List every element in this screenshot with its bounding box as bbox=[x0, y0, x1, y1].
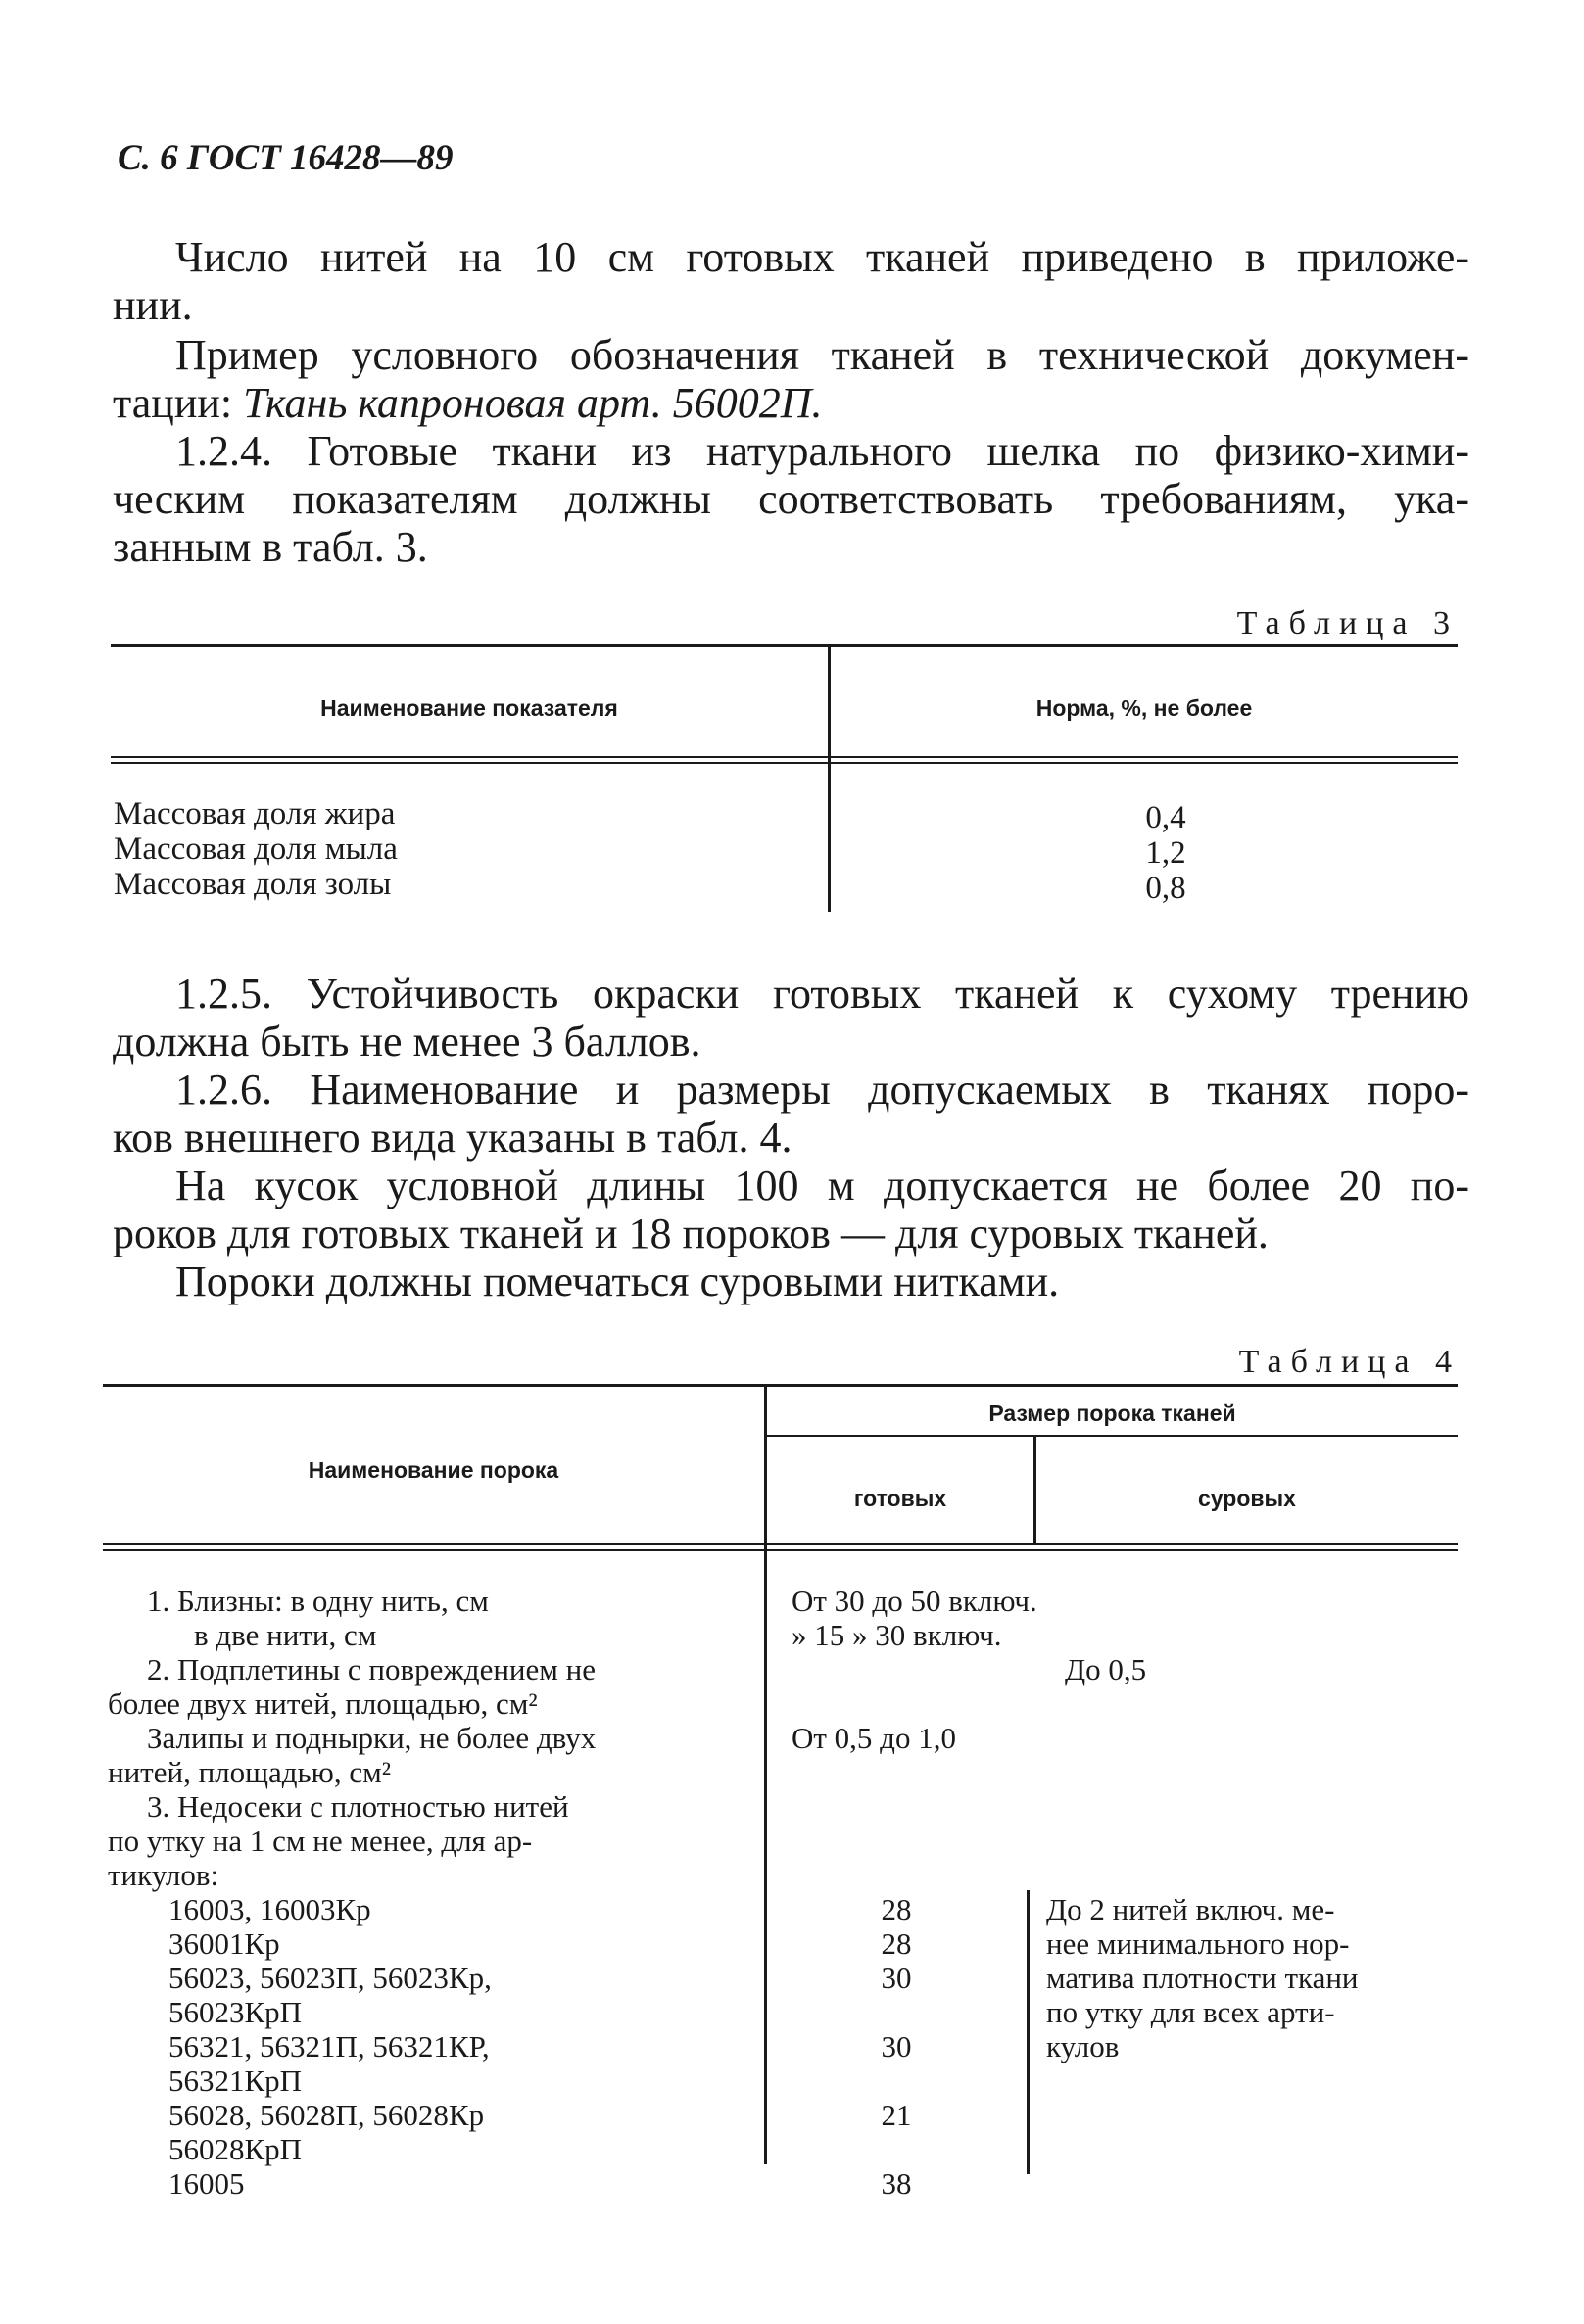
text-line: 1.2.6. Наименование и размеры допускаемых в тканях поро- bbox=[175, 1066, 1469, 1114]
table4-caption: Таблица 4 bbox=[1238, 1344, 1461, 1380]
paragraph-1-2-4 bbox=[113, 427, 1469, 571]
table4-surovyh-value: До 0,5 bbox=[1065, 1652, 1147, 1686]
table3-col1-header: Наименование показателя bbox=[320, 695, 618, 721]
table4-article: 36001Кр bbox=[168, 1926, 280, 1961]
table4-gotovyh-value: 30 bbox=[881, 2029, 912, 2063]
table4-defect-3a: 3. Недосеки с плотностью нитей bbox=[147, 1789, 569, 1824]
table4-gotovyh-value: 38 bbox=[881, 2166, 912, 2201]
text-line: роков для готовых тканей и 18 пороков — для суровых тканей. bbox=[113, 1209, 1269, 1257]
table4-article: 16005 bbox=[168, 2166, 245, 2201]
paragraph-1-2-5 bbox=[113, 970, 1469, 1066]
table4-defect-3c: тикулов: bbox=[108, 1858, 219, 1892]
table4-gotovyh-value: 28 bbox=[881, 1926, 912, 1961]
text-line: должна быть не менее 3 баллов. bbox=[113, 1018, 701, 1066]
text-line: Пороки должны помечаться суровыми нитками. bbox=[175, 1257, 1060, 1305]
paragraph-defect-marking bbox=[113, 1257, 1469, 1305]
table4-header-rule bbox=[103, 1549, 1458, 1551]
table4-gotovyh-value: 30 bbox=[881, 1961, 912, 1995]
table4-defect-2d: нитей, площадью, см² bbox=[108, 1755, 392, 1789]
table4-col1-header: Наименование порока bbox=[308, 1457, 559, 1483]
table3-row-value: 0,8 bbox=[1145, 871, 1186, 906]
table4-defect-1a: 1. Близны: в одну нить, см bbox=[147, 1584, 489, 1618]
table3-row-label: Массовая доля золы bbox=[114, 867, 392, 902]
table3-row-fat bbox=[114, 796, 395, 831]
table4-article: 56028, 56028П, 56028Кр bbox=[168, 2098, 485, 2132]
page-header: С. 6 ГОСТ 16428—89 bbox=[118, 138, 454, 178]
text-line: ков внешнего вида указаны в табл. 4. bbox=[113, 1114, 792, 1162]
text-line: 1.2.4. Готовые ткани из натурального шелка по физико-хими- bbox=[175, 427, 1469, 475]
table4-top-rule bbox=[103, 1384, 1458, 1387]
table4-article: 56321, 56321П, 56321КР, bbox=[168, 2029, 490, 2063]
paragraph-thread-count bbox=[113, 233, 1469, 329]
table4-defect-2a: 2. Подплетины с повреждением не bbox=[147, 1652, 596, 1686]
table3-column-divider bbox=[828, 647, 831, 912]
text-line: ческим показателям должны соответствовать требованиям, ука- bbox=[113, 475, 1469, 523]
table4-surovyh-note: матива плотности ткани bbox=[1046, 1961, 1359, 1995]
designation-example: Ткань капроновая арт. 56002П. bbox=[243, 379, 823, 427]
table3-col2-header: Норма, %, не более bbox=[1035, 695, 1253, 721]
table3-top-rule bbox=[111, 644, 1458, 647]
text-line: Пример условного обозначения тканей в технической докумен- bbox=[175, 331, 1469, 379]
table4-gotovyh-value: 21 bbox=[881, 2098, 912, 2132]
paragraph-1-2-6 bbox=[113, 1066, 1469, 1162]
table4-gotovyh-value: 28 bbox=[881, 1892, 912, 1926]
table4-article: 56028КрП bbox=[168, 2132, 303, 2166]
table4-article: 56023КрП bbox=[168, 1995, 303, 2029]
table4-surovyh-note: по утку для всех арти- bbox=[1046, 1995, 1335, 2029]
table3-row-soap bbox=[114, 831, 398, 867]
table3-row-value: 0,4 bbox=[1145, 800, 1186, 835]
table4-defect-2b: более двух нитей, площадью, см² bbox=[108, 1686, 538, 1721]
text-line: Число нитей на 10 см готовых тканей приведено в приложе- bbox=[175, 233, 1469, 281]
table4-surovyh-note: До 2 нитей включ. ме- bbox=[1046, 1892, 1335, 1926]
text-line: 1.2.5. Устойчивость окраски готовых тканей к сухому трению bbox=[175, 970, 1469, 1018]
paragraph-designation-example bbox=[113, 331, 1469, 427]
table3-header-rule bbox=[111, 756, 1458, 758]
paragraph-defect-limit bbox=[113, 1162, 1469, 1257]
table3-caption: Таблица 3 bbox=[1236, 605, 1459, 641]
table3-row-ash bbox=[114, 867, 391, 902]
table3-row-value: 1,2 bbox=[1145, 835, 1186, 871]
table4-defect-2c: Залипы и поднырки, не более двух bbox=[147, 1721, 597, 1755]
table4-gotovyh-value: От 30 до 50 включ. bbox=[792, 1584, 1037, 1618]
table4-divider-lower bbox=[1027, 1890, 1030, 2174]
table4-col3-header: суровых bbox=[1198, 1486, 1296, 1511]
table4-defect-1b: в две нити, см bbox=[194, 1618, 377, 1652]
text-fragment: тации: bbox=[113, 379, 244, 427]
text-line: нии. bbox=[113, 281, 193, 329]
table4-gotovyh-value: » 15 » 30 включ. bbox=[792, 1618, 1002, 1652]
text-line: занным в табл. 3. bbox=[113, 523, 428, 571]
table4-article: 56023, 56023П, 56023Кр, bbox=[168, 1961, 492, 1995]
table3-row-label: Массовая доля жира bbox=[114, 796, 396, 831]
table4-group-rule bbox=[767, 1435, 1458, 1437]
table4-surovyh-note: кулов bbox=[1046, 2029, 1120, 2063]
table4-surovyh-note: нее минимального нор- bbox=[1046, 1926, 1350, 1961]
table4-group-header: Размер порока тканей bbox=[988, 1400, 1236, 1426]
table4-article: 16003, 16003Кр bbox=[168, 1892, 371, 1926]
text-line: На кусок условной длины 100 м допускается не более 20 по- bbox=[175, 1162, 1469, 1209]
table3-header-rule bbox=[111, 762, 1458, 764]
table3-row-label: Массовая доля мыла bbox=[114, 831, 398, 867]
table4-header-rule bbox=[103, 1543, 1458, 1545]
table4-article: 56321КрП bbox=[168, 2063, 303, 2098]
table4-gotovyh-value: От 0,5 до 1,0 bbox=[792, 1721, 956, 1755]
table4-col2-header: готовых bbox=[853, 1486, 947, 1511]
table4-defect-3b: по утку на 1 см не менее, для ар- bbox=[108, 1824, 533, 1858]
text-line bbox=[113, 379, 1469, 427]
